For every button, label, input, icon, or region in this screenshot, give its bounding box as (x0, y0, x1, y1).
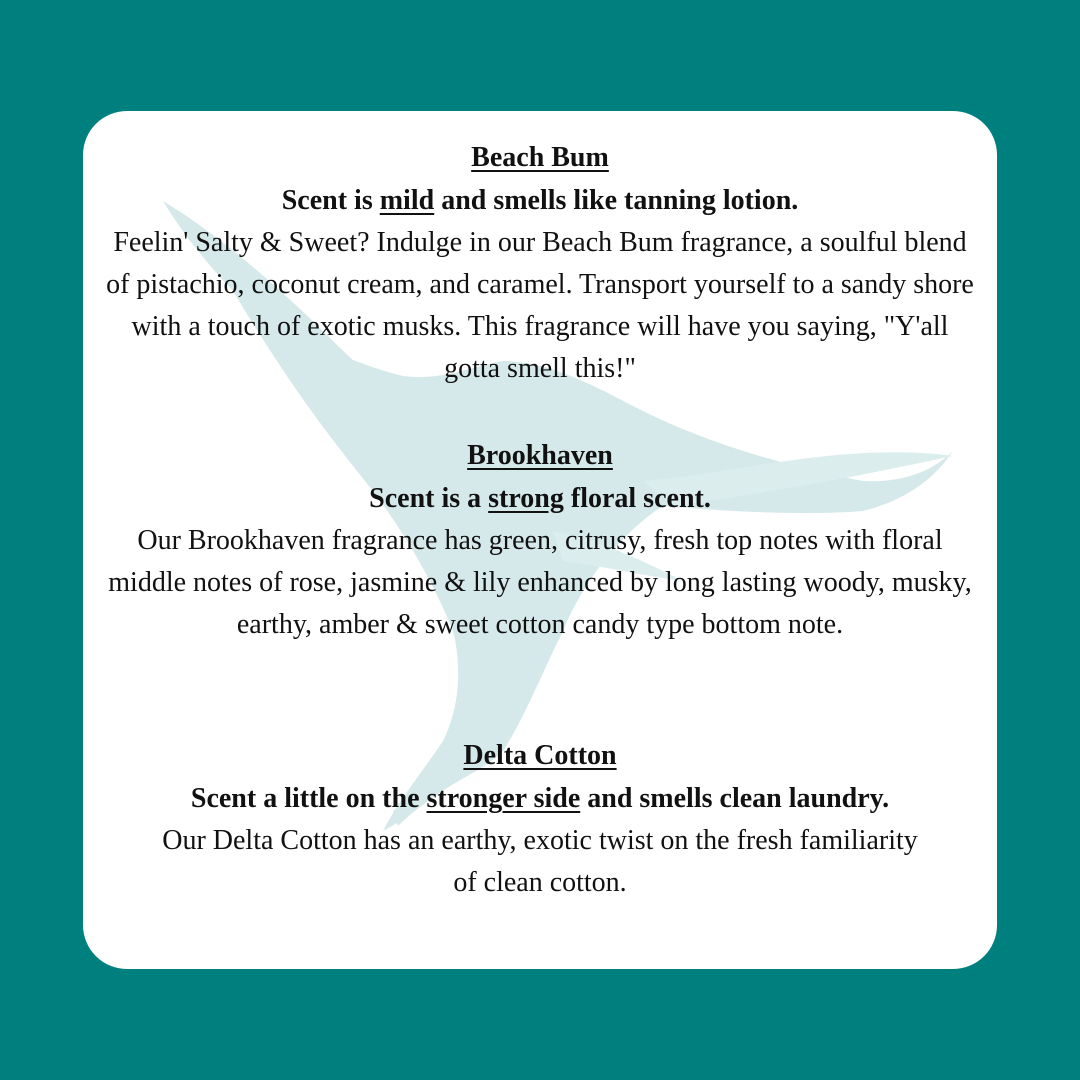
section-title: Beach Bum (471, 142, 609, 173)
section-tagline: Scent is mild and smells like tanning lotion. (281, 185, 799, 216)
section-brookhaven (83, 435, 997, 646)
tagline-emphasis: mild (379, 185, 435, 216)
section-beach-bum (83, 137, 997, 390)
section-description: Feelin' Salty & Sweet? Indulge in our Beach Bum fragrance, a soulful blend of pistachio, coconut cream, and caramel. Transport yourself to a sandy shore with a touch of exotic musks. This fragrance will have you saying, "Y'all gotta smell this!" (106, 227, 974, 384)
section-delta-cotton (83, 735, 997, 904)
scent-card (83, 111, 997, 969)
section-tagline: Scent a little on the stronger side and smells clean laundry. (190, 783, 890, 814)
tagline-emphasis: stronger side (426, 783, 581, 814)
section-title: Delta Cotton (463, 740, 617, 771)
section-description: Our Delta Cotton has an earthy, exotic twist on the fresh familiarity of clean cotton. (162, 825, 918, 898)
section-tagline: Scent is a strong floral scent. (369, 483, 711, 514)
section-description: Our Brookhaven fragrance has green, citrusy, fresh top notes with floral middle notes of rose, jasmine & lily enhanced by long lasting woody, musky, earthy, amber & sweet cotton candy type bottom note. (108, 525, 972, 640)
section-title: Brookhaven (467, 440, 613, 471)
tagline-emphasis: strong (488, 483, 564, 514)
